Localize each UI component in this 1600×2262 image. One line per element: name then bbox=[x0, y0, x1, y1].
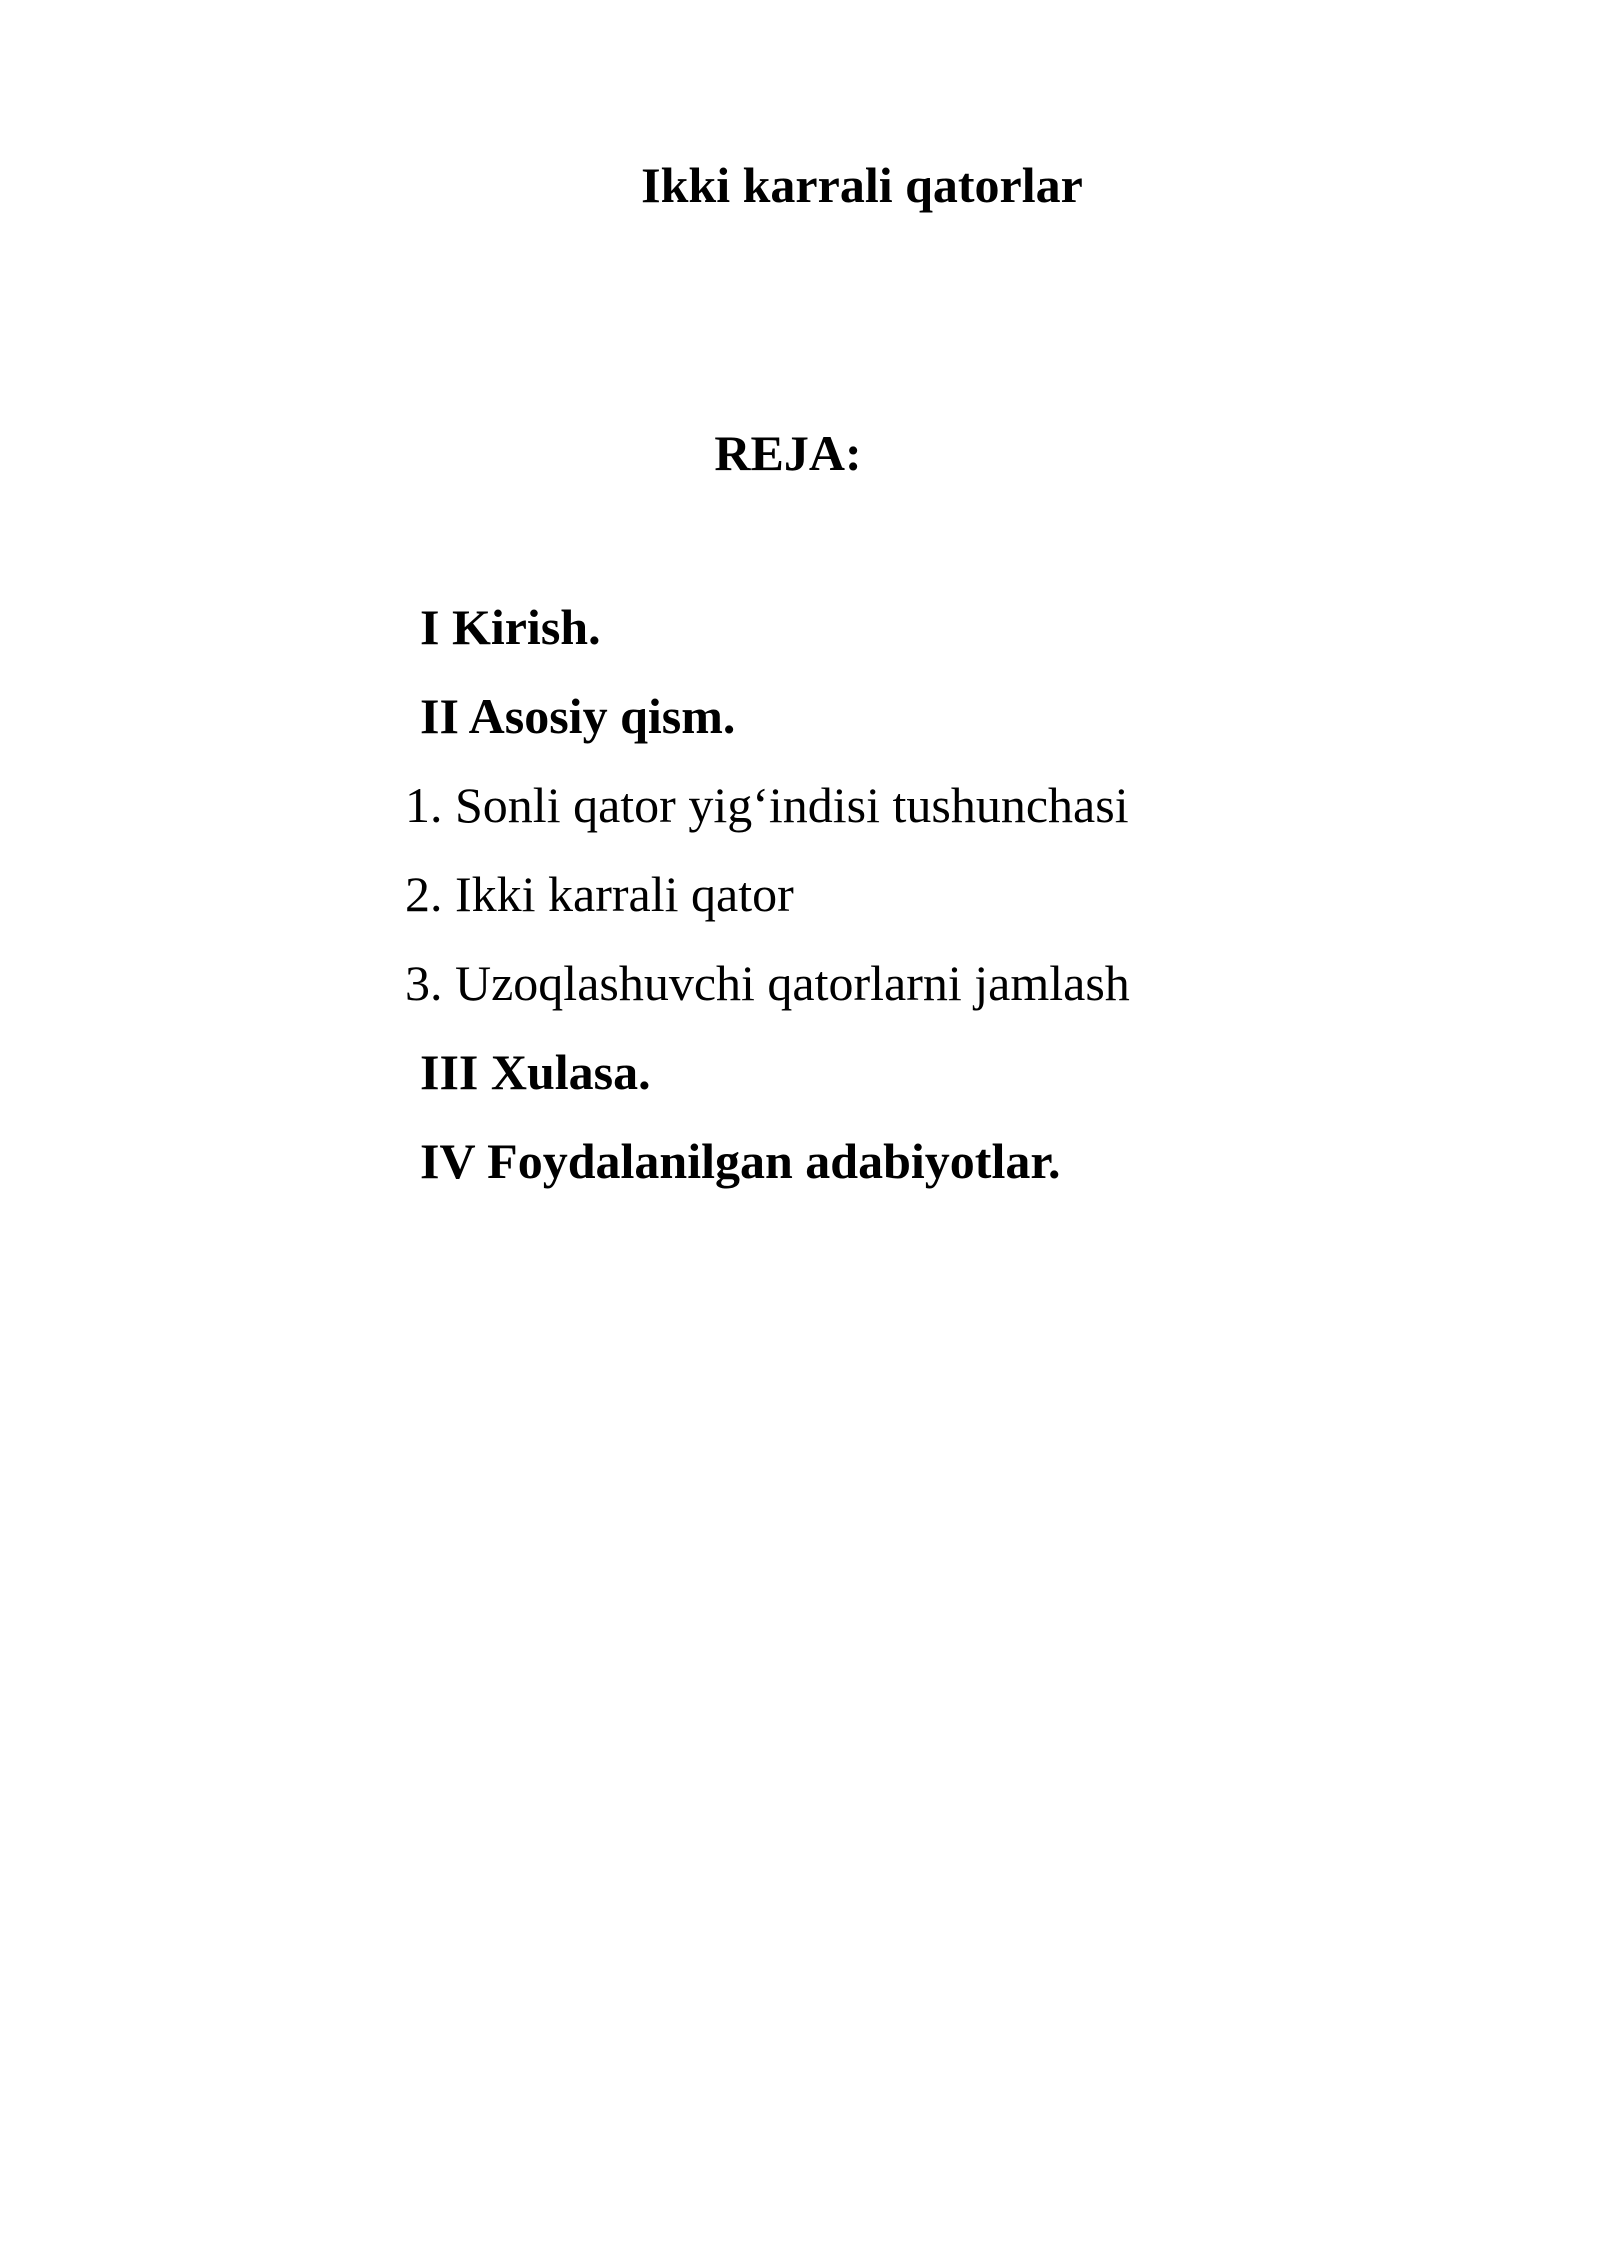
plan-subitem-series-sum: 1. Sonli qator yig‘indisi tushunchasi bbox=[405, 777, 1129, 833]
plan-subitem-double-series: 2. Ikki karrali qator bbox=[405, 866, 794, 922]
plan-list bbox=[0, 592, 1600, 1215]
plan-item-references: IV Foydalanilgan adabiyotlar. bbox=[420, 1133, 1061, 1189]
plan-item-conclusion: III Xulasa. bbox=[420, 1044, 651, 1100]
document-title: Ikki karrali qatorlar bbox=[641, 157, 1083, 213]
plan-item-main-part: II Asosiy qism. bbox=[420, 688, 736, 744]
plan-item-introduction: I Kirish. bbox=[420, 599, 601, 655]
plan-heading: REJA: bbox=[714, 425, 862, 481]
plan-subitem-divergent-series: 3. Uzoqlashuvchi qatorlarni jamlash bbox=[405, 955, 1130, 1011]
